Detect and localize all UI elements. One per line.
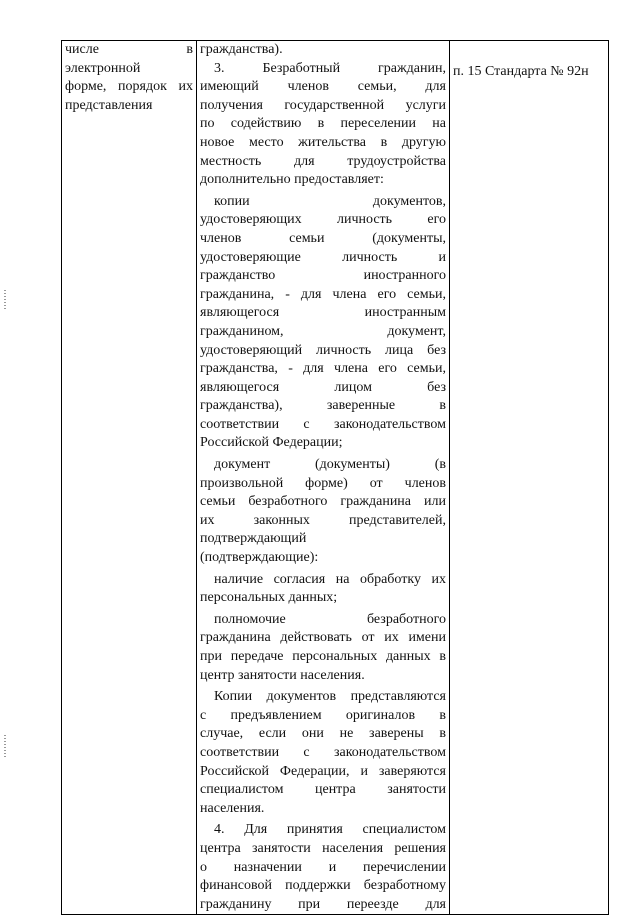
standard-reference: п. 15 Стандарта № 92н [453,64,589,79]
reference-cell [450,41,609,915]
requirement-content-cell [197,41,450,915]
text-line: персональных данных; [200,590,338,606]
text-line: полномочие безработного [214,611,446,627]
text-line: 3. Безработный гражданин, [214,60,446,76]
text-line: центра занятости населения решения [200,840,446,856]
requirement-name-cell [62,41,197,915]
table-row [62,41,609,915]
text-line: гражданина действовать от их имени [200,630,446,646]
text-line: по содействию в переселении на [200,116,446,132]
scan-artifact [4,290,6,310]
text-line: Российской Федерации, и заверяются [200,763,446,779]
text-line: гражданства). [200,42,283,57]
text-line: семьи безработного гражданина или [200,494,446,510]
text-line: их законных представителей, [200,512,446,528]
text-line: являющегося иностранным [200,305,446,321]
text-line: при передаче персональных данных в [200,649,446,664]
text-line: соответствии с законодательством [200,744,446,760]
scan-artifact [4,735,6,757]
text-line: числе в [65,42,193,57]
text-line: дополнительно предоставляет: [200,172,384,188]
text-line: являющегося лицом без [200,379,446,395]
text-line: Российской Федерации; [200,435,343,451]
text-line: центр занятости населения. [200,667,365,683]
text-line: подтверждающий [200,531,307,547]
text-line: случае, если они не заверены в [200,726,446,742]
text-line: местность для трудоустройства [200,153,446,169]
text-line: 4. Для принятия специалистом [214,822,446,838]
text-line: Копии документов представляются [214,689,446,705]
text-line: удостоверяющие личность и [200,249,446,265]
text-line: членов семьи (документы, [200,230,446,246]
text-line: финансовой поддержки безработному [200,878,446,894]
text-line: представления [65,97,153,113]
text-line: удостоверяющий личность лица без [200,342,446,358]
text-line: произвольной форме) от членов [200,475,446,491]
text-line: форме, порядок их [65,79,193,95]
text-line: (подтверждающие): [200,550,319,566]
text-line: гражданства), заверенные в [200,398,446,414]
text-line: гражданство иностранного [200,268,446,284]
text-line: о назначении и перечислении [200,859,446,875]
text-line: электронной [65,60,141,76]
text-line: населения. [200,800,265,816]
text-line: гражданина, - для члена его семьи, [200,286,446,302]
text-line: гражданства, - для члена его семьи, [200,361,446,377]
text-line: гражданином, документ, [200,323,446,339]
text-line: новое место жительства в другую [200,134,446,150]
text-line: документ (документы) (в [214,457,446,473]
text-line: специалистом центра занятости [200,782,446,798]
text-line: получения государственной услуги [200,97,446,113]
standard-requirements-table [61,40,609,915]
text-line: удостоверяющих личность его [200,212,446,228]
text-line: с предъявлением оригиналов в [200,707,446,723]
text-line: соответствии с законодательством [200,416,446,432]
text-line: гражданину при переезде для [200,896,446,912]
text-line: имеющий членов семьи, для [200,79,446,95]
text-line: копии документов, [214,193,446,209]
text-line: наличие согласия на обработку их [214,571,446,587]
